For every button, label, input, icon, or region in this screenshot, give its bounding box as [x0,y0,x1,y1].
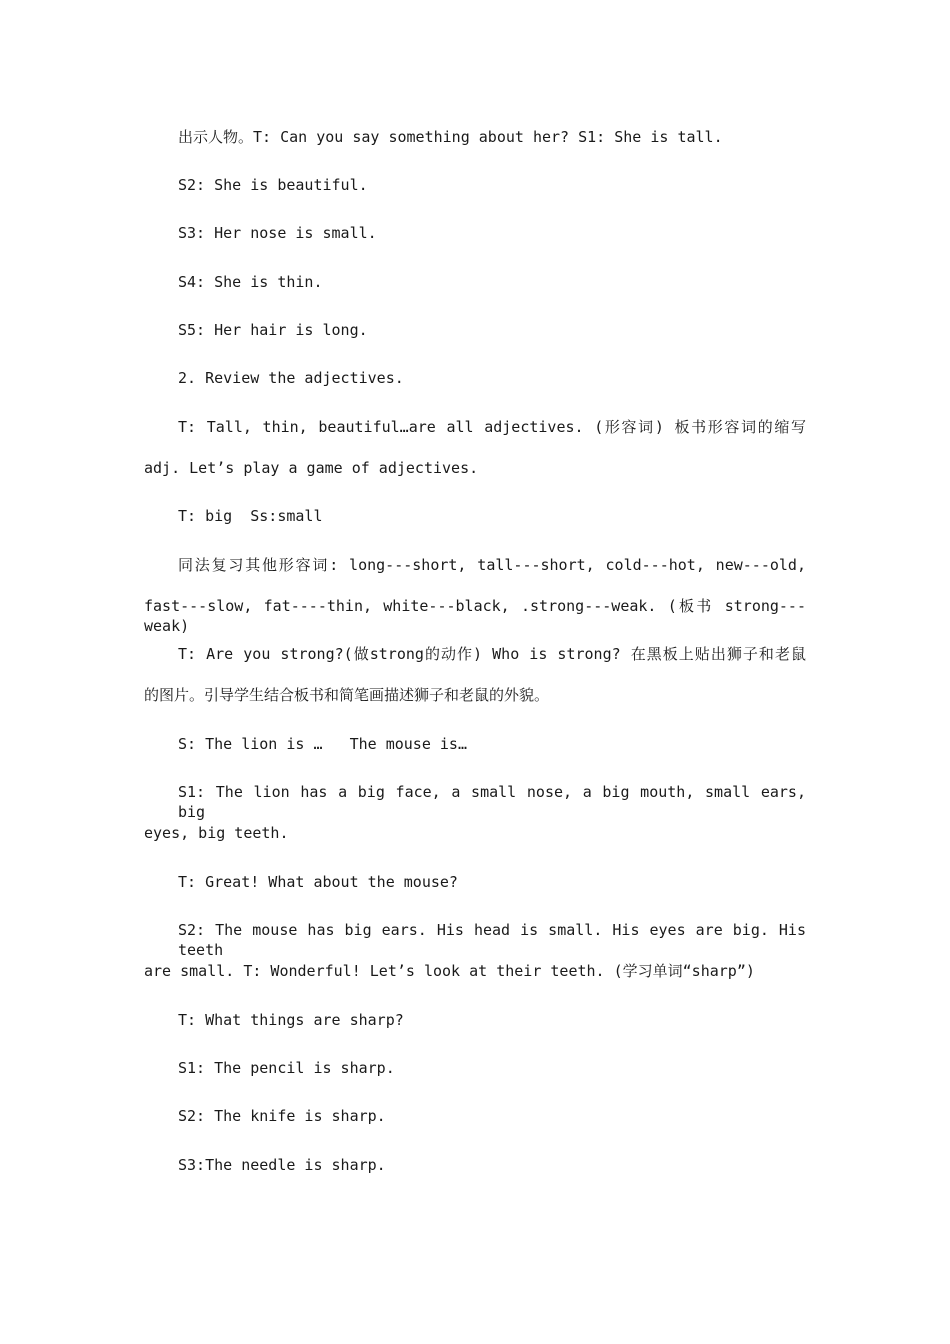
paragraph-adjectives-line-1: T: Tall, thin, beautiful…are all adjectives. (形容词) 板书形容词的缩写 [178,418,806,436]
paragraph-opposites-line-1: 同法复习其他形容词: long---short, tall---short, cold---hot, new---old, [178,556,806,574]
dialogue-line-great: T: Great! What about the mouse? [178,873,458,891]
dialogue-line-knife: S2: The knife is sharp. [178,1107,386,1125]
paragraph-strong-line-2: 的图片。引导学生结合板书和简笔画描述狮子和老鼠的外貌。 [144,686,550,704]
paragraph-strong-line-1: T: Are you strong?(做strong的动作) Who is strong? 在黑板上贴出狮子和老鼠 [178,645,806,663]
paragraph-mouse-line-2: are small. T: Wonderful! Let’s look at their teeth. (学习单词“sharp”) [144,962,755,980]
dialogue-line-s5: S5: Her hair is long. [178,321,368,339]
paragraph-lion-line-1: S1: The lion has a big face, a small nose, a big mouth, small ears, big [178,783,806,821]
paragraph-intro-line: 出示人物。T: Can you say something about her? S1: She is tall. [178,128,723,146]
dialogue-line-sharp-question: T: What things are sharp? [178,1011,404,1029]
dialogue-line-pencil: S1: The pencil is sharp. [178,1059,395,1077]
section-heading-review: 2. Review the adjectives. [178,369,404,387]
dialogue-line-s3: S3: Her nose is small. [178,224,377,242]
paragraph-mouse-line-1: S2: The mouse has big ears. His head is small. His eyes are big. His teeth [178,921,806,959]
dialogue-line-s2: S2: She is beautiful. [178,176,368,194]
paragraph-adjectives-line-2: adj. Let’s play a game of adjectives. [144,459,479,477]
paragraph-lion-line-2: eyes, big teeth. [144,824,289,842]
dialogue-line-lion-mouse: S: The lion is … The mouse is… [178,735,467,753]
dialogue-line-big-small: T: big Ss:small [178,507,323,525]
paragraph-opposites-line-2: fast---slow, fat----thin, white---black, .strong---weak. (板书 strong---weak) [144,597,806,635]
dialogue-line-needle: S3:The needle is sharp. [178,1156,386,1174]
dialogue-line-s4: S4: She is thin. [178,273,323,291]
